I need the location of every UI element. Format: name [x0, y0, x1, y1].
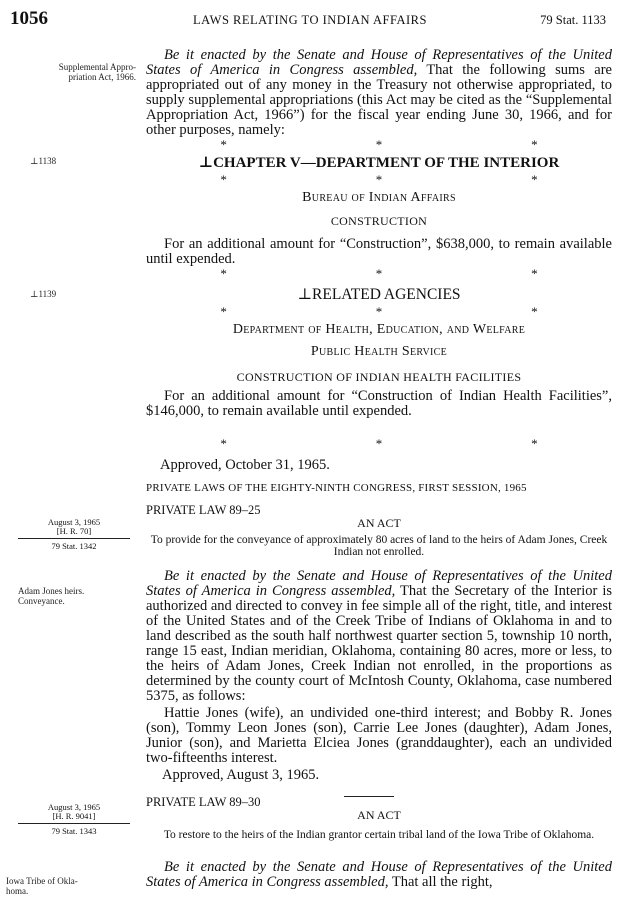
enacting-clause-pl30	[146, 860, 612, 890]
star: *	[531, 436, 538, 451]
enacting-formula: Be it enacted by the Senate and House of Representatives of the United States of America in Congress assembled,	[146, 568, 612, 599]
star: *	[375, 172, 383, 187]
margin-bill: [H. R. 9041]	[52, 811, 96, 821]
star: *	[375, 436, 383, 451]
ellipsis-stars	[146, 172, 612, 188]
enacting-clause-supplemental	[146, 48, 612, 138]
margin-ref-1138: ⊥1138	[30, 156, 57, 166]
margin-note-iowa-tribe: Iowa Tribe of Okla- homa.	[6, 876, 78, 896]
chapter-heading: ⊥CHAPTER V—DEPARTMENT OF THE INTERIOR	[198, 155, 560, 171]
private-law-number: PRIVATE LAW 89–25	[146, 503, 261, 517]
star: *	[375, 304, 383, 319]
approved-line: Approved, August 3, 1965.	[162, 767, 320, 783]
approved-line: Approved, October 31, 1965.	[160, 457, 330, 473]
margin-ref-1139: ⊥1139	[30, 289, 57, 299]
enacting-clause-pl25	[146, 569, 612, 704]
margin-date: August 3, 1965	[47, 802, 101, 812]
enacting-text: That the Secretary of the Interior is authorized and directed to convey in fee simple all of the right, title, and interest of the United States and of the Creek Tribe of Indians of Oklahoma in and to land described as the south half northwest quarter section 5, township 10 north, range 15 east, Indian meridian, Oklahoma, containing 80 acres, more or less, to the heirs of Adam Jones, Creek Indian not enrolled, in the proportions as determined by the county court of McIntosh County, Oklahoma, case numbered 5375, as follows:	[146, 583, 612, 704]
star: *	[220, 172, 227, 187]
act-summary: To restore to the heirs of the Indian grantor certain tribal land of the Iowa Tribe of Oklahoma.	[163, 829, 595, 841]
facilities-heading: CONSTRUCTION OF INDIAN HEALTH FACILITIES	[236, 370, 522, 384]
ellipsis-stars	[146, 304, 612, 320]
margin-rule	[18, 823, 130, 824]
margin-note-supplemental: Supplemental Appro- priation Act, 1966.	[58, 62, 136, 82]
enacting-text: That all the right,	[388, 874, 493, 890]
star: *	[220, 436, 227, 451]
private-laws-title: PRIVATE LAWS OF THE EIGHTY-NINTH CONGRESS, FIRST SESSION, 1965	[146, 482, 527, 494]
department-heading: Department of Health, Education, and Welfare	[232, 322, 526, 337]
margin-block-pl25	[18, 518, 130, 551]
an-act-label: AN ACT	[357, 516, 401, 530]
star: *	[531, 172, 538, 187]
related-agencies-heading: ⊥RELATED AGENCIES	[297, 286, 461, 303]
star: *	[220, 304, 227, 319]
act-summary: To provide for the conveyance of approximately 80 acres of land to the heirs of Adam Jones, Creek Indian not enrolled.	[150, 534, 608, 558]
star: *	[220, 266, 227, 281]
separator-rule	[344, 796, 394, 797]
margin-rule	[18, 538, 130, 539]
star: *	[375, 266, 383, 281]
ellipsis-stars	[146, 266, 612, 282]
star: *	[220, 137, 227, 152]
heirs-paragraph: Hattie Jones (wife), an undivided one-third interest; and Bobby R. Jones (son), Tommy Leon Jones (son), Carrie Lee Jones (daughter), Adam Jones, Junior (son), and Marietta Elciea Jones (granddaughter), each an undivided two-fifteenths interest.	[146, 705, 612, 766]
star: *	[375, 137, 383, 152]
ellipsis-stars	[146, 436, 612, 452]
bureau-heading: Bureau of Indian Affairs	[302, 190, 456, 205]
margin-block-pl30	[18, 803, 130, 836]
facilities-paragraph: For an additional amount for “Construction of Indian Health Facilities”, $146,000, to remain available until expended.	[146, 388, 612, 419]
enacting-text: That the following sums are appropriated out of any money in the Treasury not otherwise appropriated, to supply supplemental appropriations (this Act may be cited as the “Supplemental Appropriation Act, 1966”) for the fiscal year ending June 30, 1966, and for other purposes, namely:	[146, 62, 612, 138]
star: *	[531, 304, 538, 319]
margin-date: August 3, 1965	[47, 517, 101, 527]
margin-stat: 79 Stat. 1342	[51, 541, 97, 551]
margin-note-adam-jones: Adam Jones heirs. Conveyance.	[18, 586, 85, 606]
statute-reference: 79 Stat. 1133	[540, 13, 606, 27]
page-number: 1056	[10, 8, 48, 29]
construction-paragraph: For an additional amount for “Construction”, $638,000, to remain available until expended.	[146, 236, 612, 267]
private-law-number: PRIVATE LAW 89–30	[146, 795, 261, 809]
public-health-service-heading: Public Health Service	[310, 344, 448, 359]
enacting-formula: Be it enacted by the Senate and House of Representatives of the United States of America in Congress assembled,	[146, 859, 612, 890]
enacting-formula: Be it enacted by the Senate and House of Representatives of the United States of America in Congress assembled,	[146, 47, 612, 78]
ellipsis-stars	[146, 137, 612, 153]
running-title: LAWS RELATING TO INDIAN AFFAIRS	[193, 13, 427, 27]
construction-heading: CONSTRUCTION	[330, 214, 428, 228]
star: *	[531, 137, 538, 152]
margin-bill: [H. R. 70]	[56, 526, 92, 536]
margin-stat: 79 Stat. 1343	[51, 826, 97, 836]
an-act-label: AN ACT	[357, 808, 401, 822]
star: *	[531, 266, 538, 281]
